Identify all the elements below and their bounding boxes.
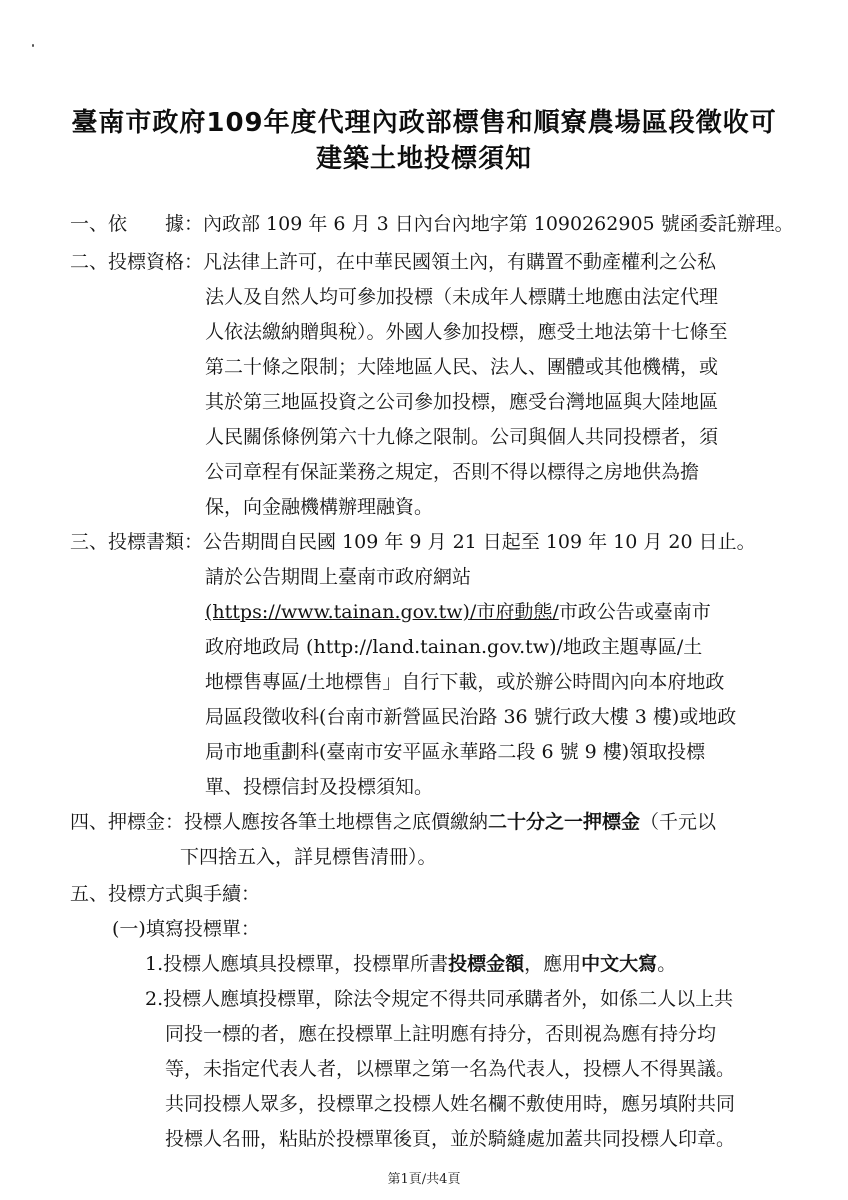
section-3-line: 請於公告期間上臺南市政府網站 [205,566,472,588]
section-5-item-2-line: 同投一標的者，應在投標單上註明應有持分，否則視為應有持分均 [165,1023,717,1045]
section-1-label: 一、依 據： [70,213,204,235]
section-4-text: 投標人應按各筆土地標售之底價繳納 [184,811,489,833]
section-3-line: 政府地政局 (http://land.tainan.gov.tw)/地政主題專區/土 [205,636,703,658]
section-2 [70,250,716,274]
document-title-line1: 臺南市政府109年度代理內政部標售和順寮農場區段徵收可 [71,108,777,138]
section-5-item-1 [145,952,676,976]
item-1-text: 1.投標人應填具投標單，投標單所書 [145,953,449,975]
section-5-item-2-line: 共同投標人眾多，投標單之投標人姓名欄不敷使用時，應另填附共同 [165,1093,736,1115]
section-3-line: 單、投標信封及投標須知。 [205,776,434,798]
section-3-line [205,600,711,624]
section-4-emphasis: 二十分之一押標金 [488,811,641,833]
section-5-label: 五、投標方式與手續： [70,883,261,905]
item-1-emphasis-2: 中文大寫 [581,953,658,975]
section-3-label: 三、投標書類： [70,531,204,553]
section-1-text: 內政部 109 年 6 月 3 日內台內地字第 1090262905 號函委託辦理。 [203,213,794,235]
section-2-line: 公司章程有保証業務之規定，否則不得以標得之房地供為擔 [205,461,700,483]
item-1-text-mid: ，應用 [524,953,582,975]
section-1 [70,212,794,236]
section-2-line: 保，向金融機構辦理融資。 [205,496,434,518]
section-2-line: 凡法律上許可，在中華民國領土內，有購置不動產權利之公私 [203,251,717,273]
document-title-line2: 建築土地投標須知 [315,144,532,174]
section-5-item-2-line: 投標人名冊，粘貼於投標單後頁，並於騎縫處加蓋共同投標人印章。 [165,1128,736,1150]
tainan-gov-link[interactable]: (https://www.tainan.gov.tw)/市府動態/ [205,601,559,623]
section-3-line: 地標售專區/土地標售」自行下載，或於辦公時間內向本府地政 [205,671,725,693]
section-2-line: 第二十條之限制；大陸地區人民、法人、團體或其他機構，或 [205,356,719,378]
section-4-text-tail: （千元以 [640,811,717,833]
section-2-line: 人依法繳納贈與稅）。外國人參加投標，應受土地法第十七條至 [205,321,728,343]
section-3-line: 局市地重劃科(臺南市安平區永華路二段 6 號 9 樓)領取投標 [205,741,706,763]
section-2-line: 法人及自然人均可參加投標（未成年人標購土地應由法定代理 [205,286,719,308]
section-2-label: 二、投標資格： [70,251,204,273]
item-1-emphasis: 投標金額 [448,953,525,975]
section-5-subheading: (一)填寫投標單： [112,918,260,940]
section-5-item-2: 2.投標人應填投標單，除法令規定不得共同承購者外，如係二人以上共 [145,988,734,1010]
page-number: 第1頁/共4頁 [387,1172,461,1187]
section-4 [70,810,716,834]
section-3-line: 公告期間自民國 109 年 9 月 21 日起至 109 年 10 月 20 日止。 [203,531,756,553]
section-5-item-2-line: 等，未指定代表人者，以標單之第一名為代表人，投標人不得異議。 [165,1058,736,1080]
section-3 [70,530,756,554]
section-3-line-rest: 市政公告或臺南市 [558,601,711,623]
scan-speck [32,44,34,47]
section-2-line: 其於第三地區投資之公司參加投標，應受台灣地區與大陸地區 [205,391,719,413]
item-1-text-end: 。 [657,953,677,975]
section-2-line: 人民關係條例第六十九條之限制。公司與個人共同投標者，須 [205,426,719,448]
section-4-label: 四、押標金： [70,811,185,833]
section-4-line: 下四捨五入，詳見標售清冊）。 [180,846,437,868]
section-3-line: 局區段徵收科(台南市新營區民治路 36 號行政大樓 3 樓)或地政 [205,706,737,728]
